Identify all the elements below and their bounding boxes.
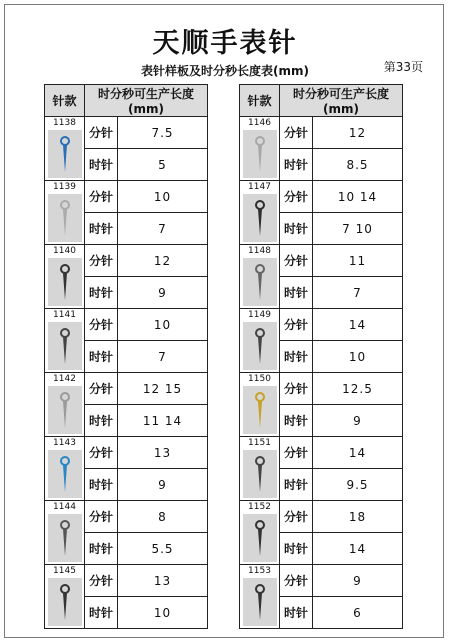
watch-hand-icon — [243, 258, 277, 306]
right-hand-table — [239, 84, 403, 629]
product-code: 1152 — [248, 502, 271, 512]
minute-hand-length: 14 — [313, 309, 403, 341]
hour-hand-label: 时针 — [280, 341, 313, 373]
hour-hand-label: 时针 — [85, 277, 118, 309]
hour-hand-length: 5 — [118, 149, 208, 181]
hour-hand-label: 时针 — [85, 469, 118, 501]
watch-hand-icon — [48, 130, 82, 178]
product-code: 1147 — [248, 182, 271, 192]
minute-hand-length: 10 14 — [313, 181, 403, 213]
minute-hand-label: 分针 — [280, 181, 313, 213]
watch-hand-icon — [48, 258, 82, 306]
watch-hand-icon — [243, 450, 277, 498]
minute-hand-label: 分针 — [85, 437, 118, 469]
product-cell — [45, 309, 85, 373]
watch-hand-icon — [48, 514, 82, 562]
product-code: 1146 — [248, 118, 271, 128]
minute-hand-length: 18 — [313, 501, 403, 533]
table-row — [45, 501, 208, 533]
hour-hand-label: 时针 — [280, 597, 313, 629]
hour-hand-length: 7 — [118, 213, 208, 245]
minute-hand-label: 分针 — [85, 565, 118, 597]
minute-hand-length: 10 — [118, 309, 208, 341]
product-code: 1140 — [53, 246, 76, 256]
hour-hand-length: 10 — [118, 597, 208, 629]
header-length: 时分秒可生产长度(mm) — [85, 85, 208, 117]
minute-hand-length: 7.5 — [118, 117, 208, 149]
hour-hand-length: 7 — [313, 277, 403, 309]
product-code: 1143 — [53, 438, 76, 448]
minute-hand-label: 分针 — [85, 245, 118, 277]
hour-hand-length: 14 — [313, 533, 403, 565]
hour-hand-label: 时针 — [280, 213, 313, 245]
product-cell — [240, 437, 280, 501]
table-row — [45, 565, 208, 597]
hour-hand-label: 时针 — [280, 405, 313, 437]
watch-hand-icon — [48, 578, 82, 626]
hour-hand-label: 时针 — [85, 597, 118, 629]
watch-hand-icon — [243, 322, 277, 370]
hour-hand-label: 时针 — [85, 341, 118, 373]
page-title: 天顺手表针 — [152, 28, 298, 59]
product-cell — [240, 373, 280, 437]
product-code: 1144 — [53, 502, 76, 512]
watch-hand-icon — [243, 194, 277, 242]
table-row — [240, 181, 403, 213]
product-cell — [45, 245, 85, 309]
table-row — [240, 373, 403, 405]
table-row — [45, 117, 208, 149]
product-cell — [240, 181, 280, 245]
product-cell — [45, 373, 85, 437]
hour-hand-length: 9 — [118, 469, 208, 501]
minute-hand-label: 分针 — [85, 501, 118, 533]
product-cell — [240, 245, 280, 309]
product-cell — [45, 437, 85, 501]
minute-hand-label: 分针 — [280, 373, 313, 405]
minute-hand-label: 分针 — [85, 373, 118, 405]
minute-hand-label: 分针 — [85, 117, 118, 149]
minute-hand-length: 8 — [118, 501, 208, 533]
hour-hand-length: 7 10 — [313, 213, 403, 245]
watch-hand-icon — [243, 130, 277, 178]
header-code: 针款 — [45, 85, 85, 117]
minute-hand-label: 分针 — [280, 117, 313, 149]
minute-hand-length: 12 — [118, 245, 208, 277]
table-row — [45, 309, 208, 341]
page-subtitle: 表针样板及时分秒长度表(mm) — [141, 64, 309, 78]
watch-hand-icon — [48, 450, 82, 498]
table-row — [45, 181, 208, 213]
minute-hand-label: 分针 — [280, 309, 313, 341]
minute-hand-label: 分针 — [280, 245, 313, 277]
product-cell — [240, 117, 280, 181]
product-code: 1148 — [248, 246, 271, 256]
product-cell — [240, 565, 280, 629]
minute-hand-length: 14 — [313, 437, 403, 469]
watch-hand-icon — [243, 386, 277, 434]
product-cell — [45, 117, 85, 181]
minute-hand-length: 9 — [313, 565, 403, 597]
watch-hand-icon — [48, 322, 82, 370]
watch-hand-icon — [48, 386, 82, 434]
page-number: 第33页 — [383, 60, 423, 74]
hour-hand-length: 11 14 — [118, 405, 208, 437]
hour-hand-length: 7 — [118, 341, 208, 373]
header-code: 针款 — [240, 85, 280, 117]
product-cell — [45, 501, 85, 565]
minute-hand-length: 12 15 — [118, 373, 208, 405]
hour-hand-label: 时针 — [280, 277, 313, 309]
table-row — [240, 245, 403, 277]
hour-hand-label: 时针 — [85, 149, 118, 181]
minute-hand-label: 分针 — [280, 437, 313, 469]
table-row — [240, 117, 403, 149]
hour-hand-length: 8.5 — [313, 149, 403, 181]
watch-hand-icon — [243, 578, 277, 626]
product-code: 1153 — [248, 566, 271, 576]
hour-hand-label: 时针 — [85, 533, 118, 565]
product-code: 1139 — [53, 182, 76, 192]
hour-hand-label: 时针 — [85, 405, 118, 437]
product-code: 1138 — [53, 118, 76, 128]
product-code: 1141 — [53, 310, 76, 320]
hour-hand-length: 9.5 — [313, 469, 403, 501]
table-row — [45, 373, 208, 405]
watch-hand-icon — [48, 194, 82, 242]
minute-hand-length: 11 — [313, 245, 403, 277]
hour-hand-label: 时针 — [85, 213, 118, 245]
hour-hand-length: 10 — [313, 341, 403, 373]
hour-hand-length: 9 — [118, 277, 208, 309]
product-code: 1149 — [248, 310, 271, 320]
product-code: 1142 — [53, 374, 76, 384]
product-cell — [240, 501, 280, 565]
product-code: 1151 — [248, 438, 271, 448]
hour-hand-label: 时针 — [280, 533, 313, 565]
table-row — [45, 437, 208, 469]
table-row — [240, 309, 403, 341]
minute-hand-length: 13 — [118, 565, 208, 597]
minute-hand-label: 分针 — [280, 501, 313, 533]
product-code: 1145 — [53, 566, 76, 576]
product-cell — [240, 309, 280, 373]
table-row — [240, 501, 403, 533]
hour-hand-length: 9 — [313, 405, 403, 437]
product-cell — [45, 181, 85, 245]
hour-hand-label: 时针 — [280, 469, 313, 501]
table-row — [240, 437, 403, 469]
product-code: 1150 — [248, 374, 271, 384]
minute-hand-length: 10 — [118, 181, 208, 213]
left-hand-table — [44, 84, 208, 629]
hour-hand-length: 6 — [313, 597, 403, 629]
minute-hand-label: 分针 — [85, 181, 118, 213]
hour-hand-length: 5.5 — [118, 533, 208, 565]
minute-hand-length: 12 — [313, 117, 403, 149]
minute-hand-label: 分针 — [85, 309, 118, 341]
minute-hand-length: 12.5 — [313, 373, 403, 405]
table-row — [45, 245, 208, 277]
watch-hand-icon — [243, 514, 277, 562]
header-length: 时分秒可生产长度(mm) — [280, 85, 403, 117]
minute-hand-length: 13 — [118, 437, 208, 469]
product-cell — [45, 565, 85, 629]
table-row — [240, 565, 403, 597]
hour-hand-label: 时针 — [280, 149, 313, 181]
minute-hand-label: 分针 — [280, 565, 313, 597]
